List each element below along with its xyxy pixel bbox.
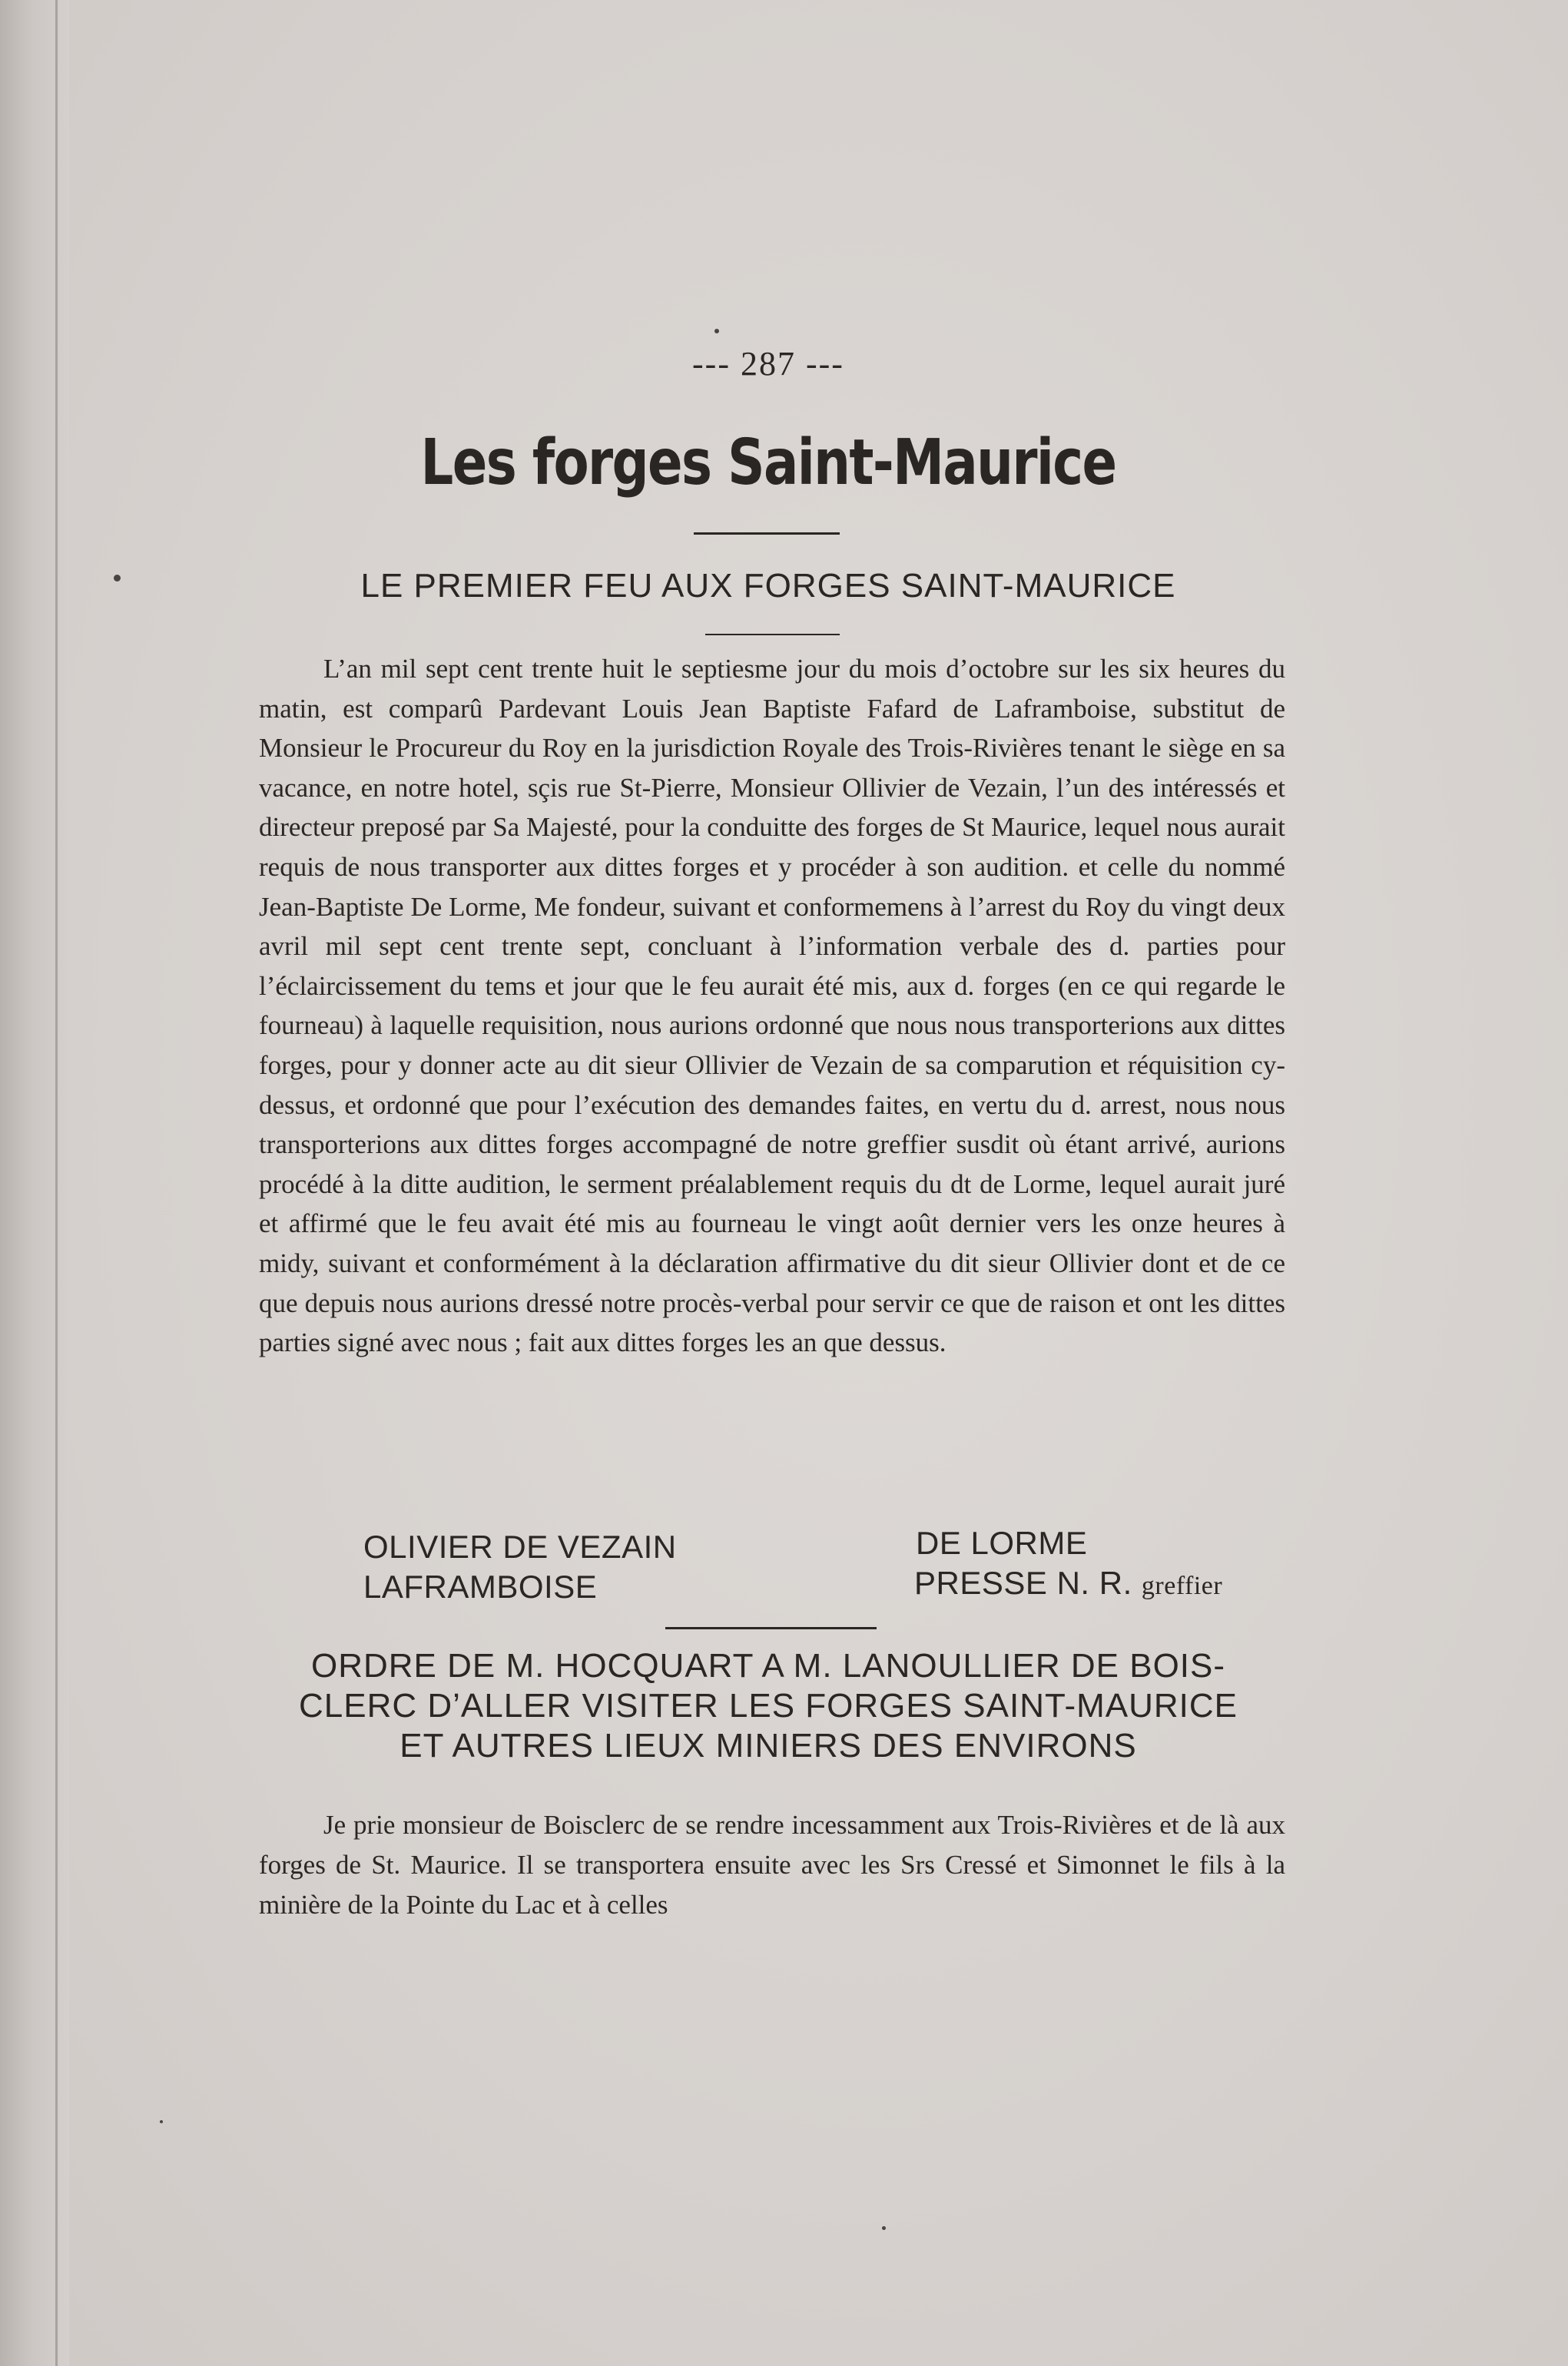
signature-presse [914, 1565, 1222, 1602]
signature-olivier-de-vezain: OLIVIER DE VEZAIN [363, 1529, 677, 1565]
title-divider [694, 532, 840, 535]
procès-verbal-text: L’an mil sept cent trente huit le septiesme jour du mois d’octobre sur les six heures du matin, est comparû Pardevant Louis Jean Baptiste Fafard de Laframboise, substitut de Monsieur le Procureur du Roy en la jurisdiction Royale des Trois-Rivières tenant le siège en sa vacance, en notre hotel, sçis rue St-Pierre, Monsieur Ollivier de Vezain, l’un des intéressés et directeur preposé par Sa Majesté, pour la conduitte des forges de St Maurice, lequel nous aurait requis de nous transporter aux dittes forges et y procéder à son audition. et celle du nommé Jean-Baptiste De Lorme, Me fondeur, suivant et conformemens à l’arrest du Roy du vingt deux avril mil sept cent trente sept, concluant à l’information verbale des d. parties pour l’éclaircissement du tems et jour que le feu aurait été mis, aux d. forges (en ce qui regarde le fourneau) à laquelle requisition, nous aurions ordonné que nous nous transporterions aux dittes forges, pour y donner acte au dit sieur Ollivier de Vezain de sa comparution et réquisition cy-dessus, et ordonné que pour l’exécution des demandes faites, en vertu du d. arrest, nous nous transporterions aux dittes forges accompagné de notre greffier susdit où étant arrivé, aurions procédé à la ditte audition, le serment préalablement requis du dt de Lorme, lequel aurait juré et affirmé que le feu avait été mis au fourneau le vingt août dernier vers les onze heures à midy, suivant et conformément à la déclaration affirmative du dit sieur Ollivier dont et de ce que depuis nous aurions dressé notre procès-verbal pour servir ce que de raison et ont les dittes parties signé avec nous ; fait aux dittes forges les an que dessus. [259, 654, 1285, 1358]
section-heading-ordre-hocquart [230, 1646, 1306, 1766]
signature-de-lorme: DE LORME [916, 1525, 1088, 1561]
signature-greffier-note: greffier [1141, 1572, 1223, 1600]
signature-presse-name: PRESSE N. R. [914, 1565, 1132, 1601]
paper-speck [882, 2226, 886, 2230]
paper-speck [160, 2120, 163, 2123]
ordre-text: Je prie monsieur de Boisclerc de se rendre incessamment aux Trois-Rivières et de là aux forges de St. Maurice. Il se transportera ensuite avec les Srs Cressé et Simonnet le fils à la minière de la Pointe du Lac et à celles [259, 1810, 1285, 1920]
section-divider [705, 634, 840, 635]
section-divider-2 [665, 1627, 877, 1629]
heading-line-3: ET AUTRES LIEUX MINIERS DES ENVIRONS [399, 1727, 1137, 1765]
section-heading-premier-feu: LE PREMIER FEU AUX FORGES SAINT-MAURICE [360, 567, 1176, 605]
paper-speck [714, 329, 719, 333]
heading-line-2: CLERC D’ALLER VISITER LES FORGES SAINT-MAURICE [298, 1687, 1238, 1725]
signature-laframboise: LAFRAMBOISE [363, 1569, 598, 1605]
heading-line-1: ORDRE DE M. HOCQUART A M. LANOULLIER DE BOIS- [310, 1647, 1226, 1685]
page-title: Les forges Saint-Maurice [420, 426, 1116, 499]
page-number: --- 287 --- [692, 345, 844, 383]
